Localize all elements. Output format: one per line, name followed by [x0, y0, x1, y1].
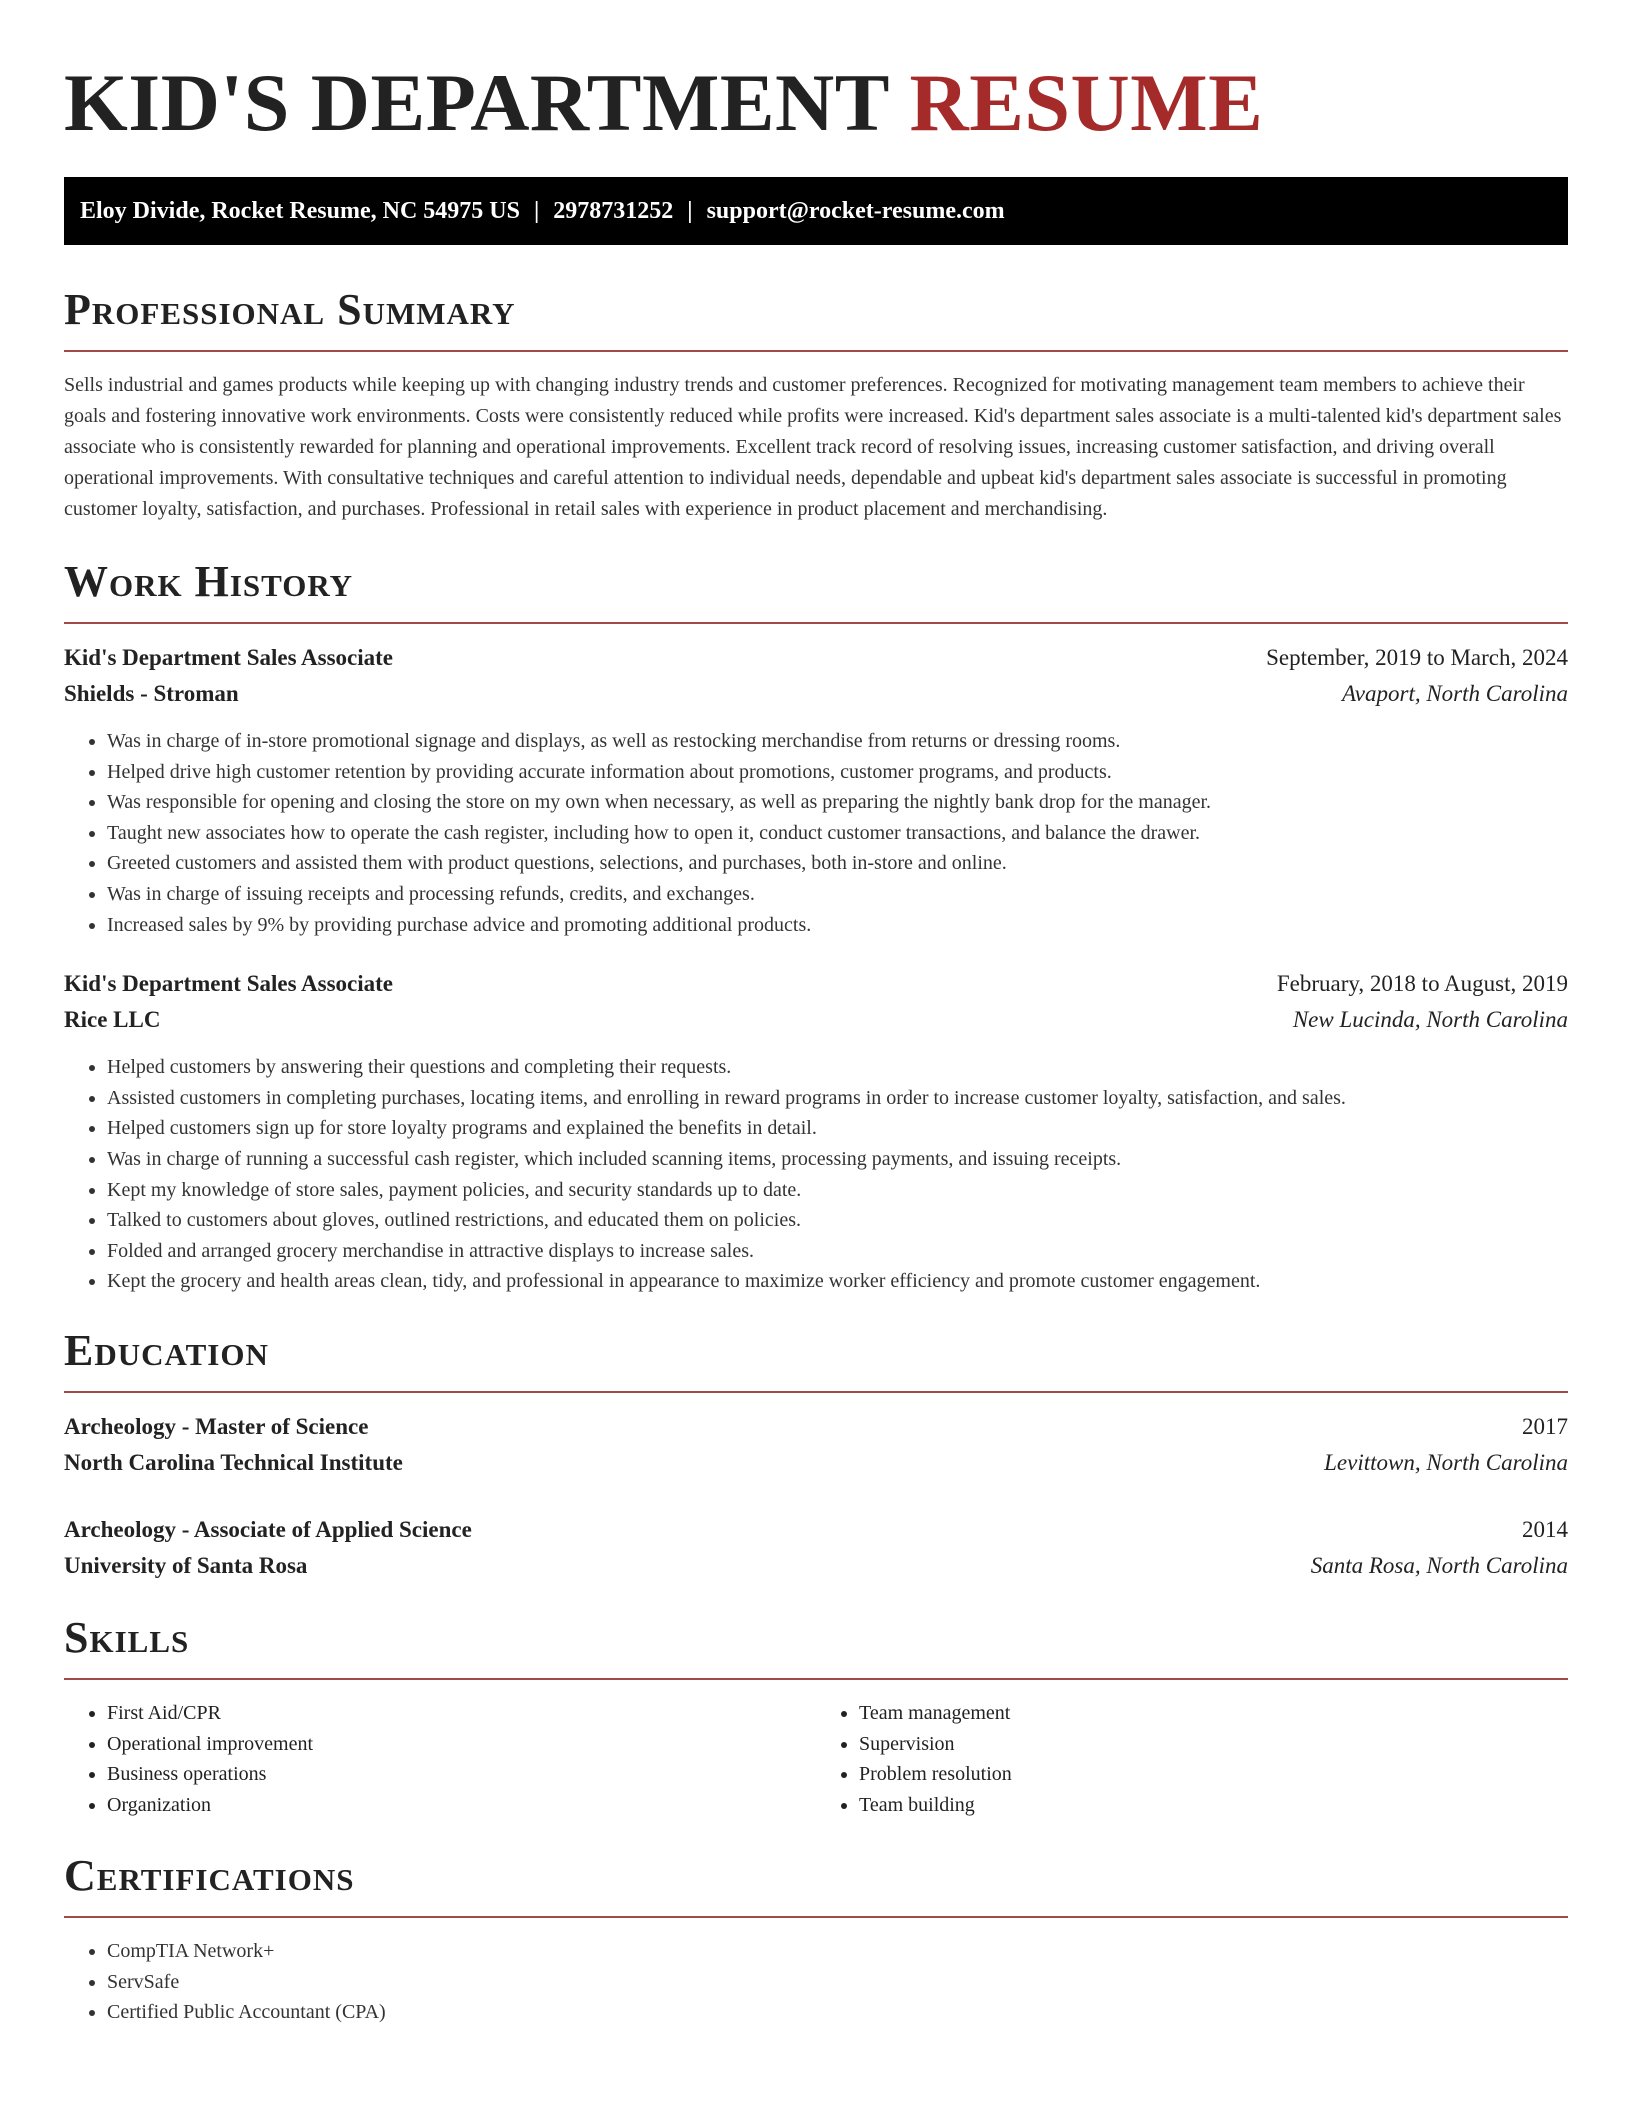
job-location: Avaport, North Carolina — [1342, 681, 1568, 706]
education-degree-row — [64, 1512, 1568, 1548]
title-main: KID'S DEPARTMENT — [64, 57, 889, 148]
title-accent: RESUME — [909, 57, 1264, 148]
job-header-row — [64, 640, 1568, 676]
summary-section — [64, 284, 1568, 525]
job-header-row — [64, 966, 1568, 1002]
list-item: • Problem resolution — [859, 1759, 1568, 1790]
education-year: 2014 — [1522, 1516, 1568, 1542]
list-item: • Was responsible for opening and closing the store on my own when necessary, as well as preparing the nightly bank drop for the manager. — [107, 787, 1568, 818]
job-company: Rice LLC — [64, 1007, 161, 1033]
list-item: • CompTIA Network+ — [107, 1936, 1568, 1967]
education-school: University of Santa Rosa — [64, 1552, 308, 1578]
section-divider — [64, 350, 1568, 352]
skills-list-left — [64, 1698, 816, 1820]
list-item: • First Aid/CPR — [107, 1698, 816, 1729]
list-item: • Kept the grocery and health areas clean, tidy, and professional in appearance to maximize worker efficiency and promote customer engagement. — [107, 1266, 1568, 1297]
list-item: • Helped customers sign up for store loyalty programs and explained the benefits in detail. — [107, 1113, 1568, 1144]
education-degree: Archeology - Master of Science — [64, 1413, 369, 1439]
section-divider — [64, 1678, 1568, 1680]
education-location: Levittown, North Carolina — [1324, 1449, 1568, 1475]
section-heading-skills: Skills — [64, 1612, 190, 1662]
section-heading-summary: Professional Summary — [64, 285, 516, 334]
skills-columns — [64, 1698, 1568, 1820]
list-item: • Taught new associates how to operate the cash register, including how to open it, conduct customer transactions, and balance the drawer. — [107, 818, 1568, 849]
education-entry — [64, 1512, 1568, 1584]
list-item: • Was in charge of issuing receipts and processing refunds, credits, and exchanges. — [107, 879, 1568, 910]
list-item: • Assisted customers in completing purchases, locating items, and enrolling in reward programs in order to increase customer loyalty, satisfaction, and sales. — [107, 1083, 1568, 1114]
job-bullets — [64, 726, 1568, 940]
section-heading-work-history: Work History — [64, 557, 354, 606]
list-item: • Team management — [859, 1698, 1568, 1729]
contact-phone[interactable]: 2978731252 — [553, 198, 674, 224]
section-divider — [64, 622, 1568, 624]
list-item: • Team building — [859, 1790, 1568, 1821]
skills-list-right — [816, 1698, 1568, 1820]
education-school: North Carolina Technical Institute — [64, 1449, 403, 1475]
education-entry — [64, 1409, 1568, 1481]
section-heading-education: Education — [64, 1325, 269, 1375]
education-degree-row — [64, 1409, 1568, 1445]
list-item: • Business operations — [107, 1759, 816, 1790]
job-bullets — [64, 1052, 1568, 1297]
contact-email[interactable]: support@rocket-resume.com — [706, 198, 1005, 224]
job-dates: September, 2019 to March, 2024 — [1266, 645, 1568, 670]
contact-bar — [64, 177, 1568, 245]
education-location: Santa Rosa, North Carolina — [1310, 1552, 1568, 1578]
contact-address: Eloy Divide, Rocket Resume, NC 54975 US — [80, 198, 520, 224]
job-title: Kid's Department Sales Associate — [64, 645, 394, 670]
summary-text: Sells industrial and games products while keeping up with changing industry trends and customer preferences. Recognized for motivating management team members to achieve their goals and fostering innovative work environments. Costs were consistently reduced while profits were increased. Kid's department sales associate is a multi-talented kid's department sales associate who is consistently rewarded for planning and operational improvements. Excellent track record of resolving issues, increasing customer satisfaction, and driving overall operational improvements. With consultative techniques and careful attention to individual needs, dependable and upbeat kid's department sales associate is successful in promoting customer loyalty, satisfaction, and purchases. Professional in retail sales with experience in product placement and merchandising. — [64, 374, 1562, 520]
list-item: • Helped drive high customer retention by providing accurate information about promotions, customer programs, and products. — [107, 757, 1568, 788]
list-item: • Organization — [107, 1790, 816, 1821]
section-divider — [64, 1916, 1568, 1918]
education-year: 2017 — [1522, 1413, 1568, 1439]
job-dates: February, 2018 to August, 2019 — [1276, 971, 1568, 997]
list-item: • Increased sales by 9% by providing purchase advice and promoting additional products. — [107, 910, 1568, 941]
job-title: Kid's Department Sales Associate — [64, 971, 394, 997]
job-company: Shields - Stroman — [64, 681, 239, 706]
list-item: • Kept my knowledge of store sales, payment policies, and security standards up to date. — [107, 1175, 1568, 1206]
job-entry — [64, 966, 1568, 1297]
list-item: • Operational improvement — [107, 1729, 816, 1760]
list-item: • Supervision — [859, 1729, 1568, 1760]
education-degree: Archeology - Associate of Applied Science — [64, 1516, 472, 1542]
education-school-row — [64, 1548, 1568, 1584]
job-entry — [64, 640, 1568, 940]
certifications-section — [64, 1850, 1568, 2028]
list-item: • ServSafe — [107, 1967, 1568, 1998]
contact-separator: | — [687, 198, 693, 224]
education-section — [64, 1325, 1568, 1584]
list-item: • Greeted customers and assisted them with product questions, selections, and purchases, both in-store and online. — [107, 848, 1568, 879]
work-history-section — [64, 556, 1568, 1297]
list-item: • Folded and arranged grocery merchandise in attractive displays to increase sales. — [107, 1236, 1568, 1267]
job-company-row — [64, 676, 1568, 712]
job-location: New Lucinda, North Carolina — [1292, 1007, 1568, 1033]
resume-title — [64, 0, 1568, 148]
education-school-row — [64, 1445, 1568, 1481]
list-item: • Certified Public Accountant (CPA) — [107, 1997, 1568, 2028]
contact-separator: | — [533, 198, 540, 224]
list-item: • Was in charge of in-store promotional signage and displays, as well as restocking merchandise from returns or dressing rooms. — [107, 726, 1568, 757]
section-heading-certifications: Certifications — [64, 1851, 355, 1901]
list-item: • Helped customers by answering their questions and completing their requests. — [107, 1052, 1568, 1083]
certifications-list — [64, 1936, 1568, 2028]
skills-section — [64, 1612, 1568, 1820]
list-item: • Talked to customers about gloves, outlined restrictions, and educated them on policies. — [107, 1205, 1568, 1236]
job-company-row — [64, 1002, 1568, 1038]
list-item: • Was in charge of running a successful cash register, which included scanning items, processing payments, and issuing receipts. — [107, 1144, 1568, 1175]
section-divider — [64, 1391, 1568, 1393]
